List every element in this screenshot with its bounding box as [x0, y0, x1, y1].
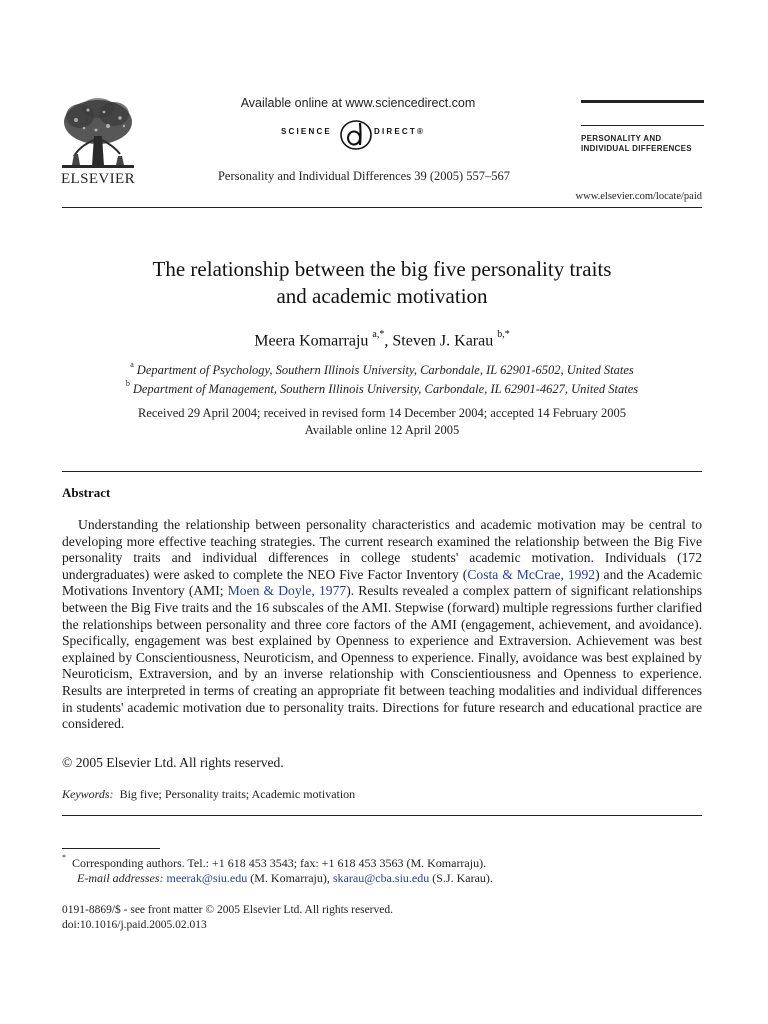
title-line1: The relationship between the big five personality traits: [152, 257, 612, 281]
keywords: [62, 787, 355, 802]
abstract-part3: ). Results revealed a complex pattern of significant relationships between the Big Five traits and the 16 subscales of the AMI. Stepwise (forward) multiple regressions further clarified the relationships between personality and three core factors of the AMI (engagement, achievement, and avoidance). Specifically, engagement was best explained by Openness to experience and Extraversion. Achievement was best explained by Conscientiousness, Neuroticism, and Openness to experience. Finally, avoidance was best explained by Neuroticism, Extraversion, and by an inverse relationship with Conscientiousness and Openness to experience. Results are interpreted in terms of creating an appropriate fit between teaching modalities and individual differences in students' academic motivation due to personality traits. Directions for future research and educational practice are considered.: [62, 583, 702, 732]
keywords-values: Big five; Personality traits; Academic motivation: [119, 787, 356, 801]
journal-name-line2: INDIVIDUAL DIFFERENCES: [581, 143, 692, 153]
abstract-copyright: © 2005 Elsevier Ltd. All rights reserved.: [62, 755, 284, 770]
sciencedirect-at-icon: [339, 117, 373, 151]
affiliation-a-mark: a: [130, 360, 134, 369]
journal-rule-bottom: [581, 125, 704, 126]
author-1-mark: a,*: [372, 329, 385, 340]
affiliation-a-text: Department of Psychology, Southern Illinois University, Carbondale, IL 62901-6502, United States: [136, 363, 634, 378]
author-1[interactable]: Meera Komarraju: [254, 332, 369, 350]
available-online-date: Available online 12 April 2005: [304, 423, 460, 437]
reference-link-costa[interactable]: Costa & McCrae, 1992: [467, 566, 596, 582]
keywords-label: Keywords:: [62, 787, 114, 801]
affiliation-b: [60, 381, 704, 397]
reference-link-moen[interactable]: Moen & Doyle, 1977: [227, 583, 347, 599]
footnote-emails: [77, 871, 493, 886]
abstract-part2: ) and the Academic Motivations Inventory (AMI;: [62, 566, 702, 599]
author-2-mark: b,*: [497, 329, 510, 340]
author-list: [60, 331, 704, 350]
sd-logo-left-text: SCIENCE: [281, 127, 332, 136]
author-2[interactable]: Steven J. Karau: [392, 332, 494, 350]
sd-logo-right-text: DIRECT®: [374, 127, 426, 136]
journal-rule-top: [581, 100, 704, 103]
affiliation-b-text: Department of Management, Southern Illinois University, Carbondale, IL 62901-4627, United States: [132, 382, 639, 397]
affiliation-b-mark: b: [125, 379, 130, 388]
footnote-divider: [62, 848, 160, 849]
email-link-komarraju[interactable]: meerak@siu.edu: [166, 871, 248, 885]
received-dates: Received 29 April 2004; received in revised form 14 December 2004; accepted 14 February 2005: [137, 406, 627, 420]
journal-name-line1: PERSONALITY AND: [581, 134, 662, 143]
abstract-bottom-divider: [62, 815, 702, 816]
abstract-body: [62, 517, 702, 733]
email-label: E-mail addresses:: [77, 871, 164, 885]
email-owner-komarraju: (M. Komarraju),: [247, 871, 333, 885]
abstract-paragraph: [62, 517, 702, 733]
footnote-corresponding-text: Corresponding authors. Tel.: +1 618 453 3543; fax: +1 618 453 3563 (M. Komarraju).: [72, 856, 487, 870]
tree-icon: [58, 96, 138, 172]
publisher-name: ELSEVIER: [60, 171, 136, 187]
journal-url-link[interactable]: www.elsevier.com/locate/paid: [575, 191, 702, 202]
abstract-heading: Abstract: [62, 485, 111, 500]
abstract-top-divider: [62, 471, 702, 472]
available-online-text: Available online at www.sciencedirect.com: [240, 96, 476, 110]
email-owner-karau: (S.J. Karau).: [429, 871, 493, 885]
issn-front-matter: 0191-8869/$ - see front matter © 2005 Elsevier Ltd. All rights reserved.: [62, 904, 393, 916]
sciencedirect-logo: [273, 117, 453, 151]
journal-name: [581, 134, 721, 153]
article-title: [60, 256, 704, 310]
abstract-part1: Understanding the relationship between personality characteristics and academic motivation may be central to developing more effective teaching strategies. The current research examined the relationship between the Big Five personality traits and individual differences in college students' academic motivation. Individuals (172 undergraduates) were asked to complete the NEO Five Factor Inventory (: [62, 517, 702, 582]
footnote-corresponding: [62, 855, 486, 871]
title-line2: and academic motivation: [276, 284, 488, 308]
journal-citation: Personality and Individual Differences 39 (2005) 557–567: [217, 169, 511, 183]
author-separator: ,: [384, 332, 393, 350]
doi-link[interactable]: doi:10.1016/j.paid.2005.02.013: [62, 919, 207, 931]
footnote-mark: *: [62, 853, 66, 862]
affiliation-a: [60, 362, 704, 378]
email-link-karau[interactable]: skarau@cba.siu.edu: [332, 871, 430, 885]
header-divider: [62, 207, 702, 208]
